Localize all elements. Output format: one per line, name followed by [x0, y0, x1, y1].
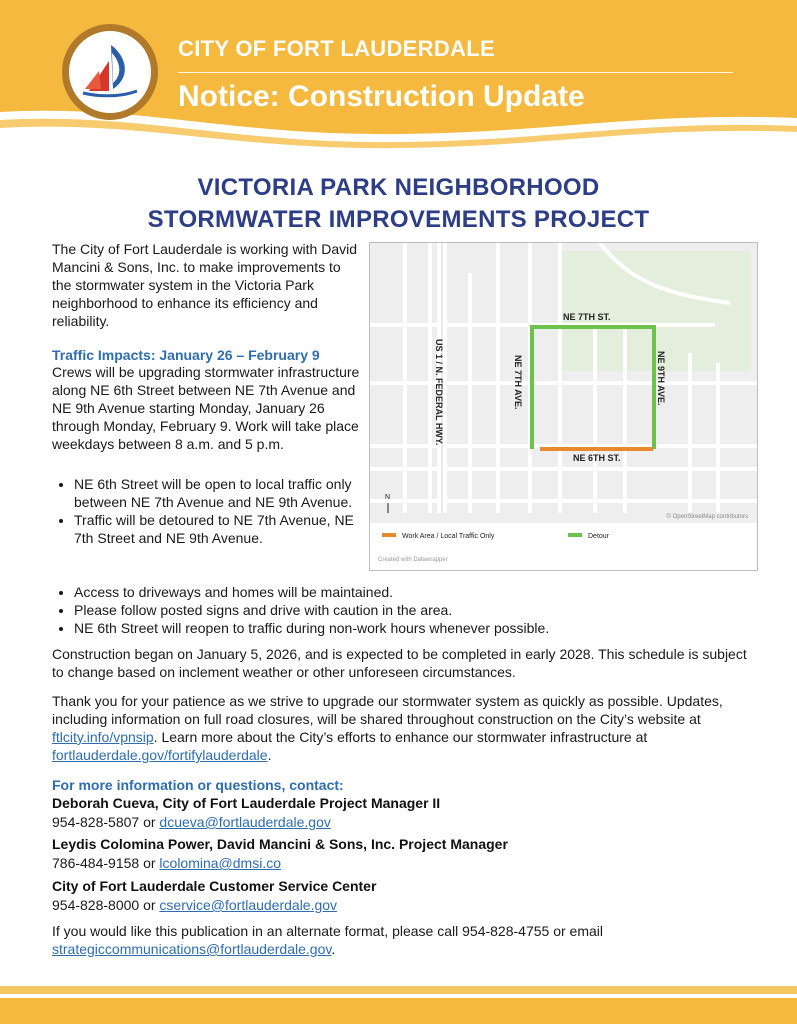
- footer-background: [0, 982, 797, 1024]
- project-title: [0, 172, 797, 236]
- alt-email-link[interactable]: strategiccommunications@fortlauderdale.gov: [52, 941, 332, 957]
- schedule-paragraph: Construction began on January 5, 2026, and is expected to be completed in early 2028. This schedule is subject to change based on inclement weather or other unforeseen circumstances.: [52, 646, 747, 680]
- bullet-item: • Access to driveways and homes will be maintained.: [74, 583, 774, 601]
- traffic-bullets-top: [52, 475, 374, 547]
- bullet-item: • Traffic will be detoured to NE 7th Avenue, NE 7th Street and NE 9th Avenue.: [74, 511, 374, 547]
- detour-map: [369, 242, 758, 571]
- contact-line: [52, 855, 281, 871]
- contact-line: [52, 897, 337, 913]
- contact-phone: 954-828-8000 or: [52, 897, 160, 913]
- alt-text: If you would like this publication in an alternate format, please call 954-828-4755 or email: [52, 923, 603, 939]
- map-svg: [370, 243, 757, 570]
- intro-paragraph: The City of Fort Lauderdale is working with David Mancini & Sons, Inc. to make improvements to the stormwater system in the Victoria Park neighborhood to enhance its efficiency and reliability.: [52, 241, 358, 329]
- project-title-line2: STORMWATER IMPROVEMENTS PROJECT: [147, 206, 650, 233]
- header-banner: [0, 0, 797, 150]
- alt-end: .: [331, 941, 336, 957]
- alternate-format-note: [52, 922, 757, 958]
- label-ne-7th-st: NE 7TH ST.: [563, 312, 611, 322]
- label-ne-7th-ave: NE 7TH AVE.: [513, 355, 523, 410]
- header-divider: [178, 72, 733, 73]
- contact-heading: For more information or questions, contact:: [52, 777, 344, 793]
- project-link[interactable]: ftlcity.info/vpnsip: [52, 729, 154, 745]
- label-ne-6th-st: NE 6TH ST.: [573, 453, 621, 463]
- thanks-text-2: . Learn more about the City’s efforts to enhance our stormwater infrastructure at: [153, 729, 648, 745]
- thanks-text-3: .: [267, 747, 272, 763]
- traffic-heading: Traffic Impacts: January 26 – February 9: [52, 347, 320, 363]
- contact-email-link[interactable]: dcueva@fortlauderdale.gov: [159, 814, 331, 830]
- footer-banner: [0, 982, 797, 1024]
- traffic-bullets-bottom: [52, 583, 774, 637]
- bullet-item: • NE 6th Street will be open to local traffic only between NE 7th Avenue and NE 9th Avenue.: [74, 475, 374, 511]
- bullet-item: • NE 6th Street will reopen to traffic during non-work hours whenever possible.: [74, 619, 774, 637]
- datawrapper-credit: Created with Datawrapper: [378, 557, 448, 563]
- legend-detour-label: Detour: [588, 533, 610, 540]
- label-us1: US 1 / N. FEDERAL HWY.: [434, 339, 444, 446]
- sailboat-logo-icon: [69, 31, 151, 113]
- contact-name: Deborah Cueva, City of Fort Lauderdale Project Manager II: [52, 795, 441, 811]
- thanks-paragraph: [52, 692, 757, 764]
- osm-credit: © OpenStreetMap contributors: [666, 514, 748, 520]
- city-name: CITY OF FORT LAUDERDALE: [178, 36, 495, 61]
- north-label: N: [385, 494, 391, 501]
- contact-line: [52, 814, 331, 830]
- traffic-body: Crews will be upgrading stormwater infrastructure along NE 6th Street between NE 7th Avenue and NE 9th Avenue starting Monday, January 26 through Monday, February 9. Work will take place weekdays between 8 a.m. and 5 p.m.: [52, 364, 360, 452]
- legend-work-label: Work Area / Local Traffic Only: [402, 533, 495, 540]
- label-ne-9th-ave: NE 9TH AVE.: [656, 351, 666, 406]
- notice-title: Notice: Construction Update: [178, 80, 585, 113]
- bullet-item: • Please follow posted signs and drive with caution in the area.: [74, 601, 774, 619]
- city-logo: [62, 24, 158, 120]
- contact-email-link[interactable]: lcolomina@dmsi.co: [159, 855, 282, 871]
- project-title-line1: VICTORIA PARK NEIGHBORHOOD: [197, 174, 600, 201]
- thanks-text-1: Thank you for your patience as we strive to upgrade our stormwater system as quickly as possible. Updates, including information on full road closures, will be shared throughout construction on the City’s website at: [52, 693, 723, 727]
- fortify-link[interactable]: fortlauderdale.gov/fortifylauderdale: [52, 747, 268, 763]
- contact-email-link[interactable]: cservice@fortlauderdale.gov: [159, 897, 338, 913]
- contact-phone: 954-828-5807 or: [52, 814, 160, 830]
- contact-name: City of Fort Lauderdale Customer Service Center: [52, 878, 377, 894]
- contact-phone: 786-484-9158 or: [52, 855, 160, 871]
- contact-name: Leydis Colomina Power, David Mancini & Sons, Inc. Project Manager: [52, 836, 508, 852]
